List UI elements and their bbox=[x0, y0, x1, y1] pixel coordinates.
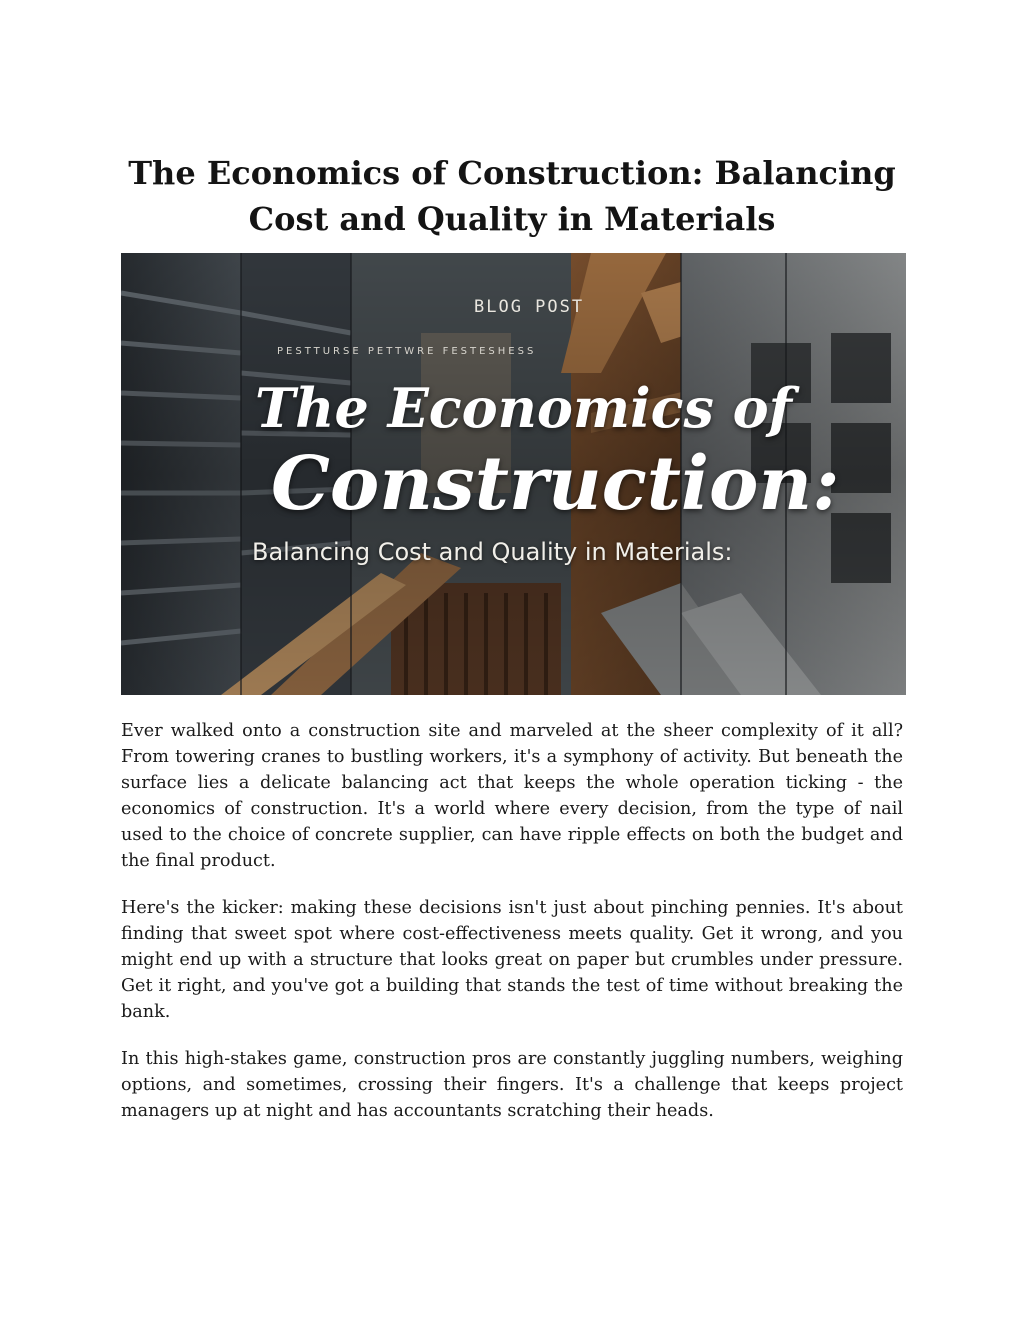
document-title: The Economics of Construction: Balancing Cost and Quality in Materials bbox=[128, 154, 896, 238]
hero-badge: BLOG POST bbox=[474, 297, 585, 317]
paragraph: Here's the kicker: making these decisions isn't just about pinching pennies. It's about finding that sweet spot where cost-effectiveness meets quality. Get it wrong, and you might end up with a structure that looks great on paper but crumbles under pressure. Get it right, and you've got a building that stands the test of time without breaking the bank. bbox=[121, 898, 903, 1022]
hero-image bbox=[121, 253, 906, 695]
paragraph: In this high-stakes game, construction pros are constantly juggling numbers, weighing options, and sometimes, crossing their fingers. It's a challenge that keeps project managers up at night and has accountants scratching their heads. bbox=[121, 1049, 903, 1121]
article-body bbox=[121, 718, 903, 1145]
paragraph: Ever walked onto a construction site and marveled at the sheer complexity of it all? From towering cranes to bustling workers, it's a symphony of activity. But beneath the surface lies a delicate balancing act that keeps the whole operation ticking - the economics of construction. It's a world where every decision, from the type of nail used to the choice of concrete supplier, can have ripple effects on both the budget and the final product. bbox=[121, 721, 903, 871]
hero-text-overlay bbox=[121, 253, 906, 695]
hero-kicker: PESTTURSE PETTWRE FESTESHESS bbox=[277, 346, 537, 357]
hero-title-line2: Construction: bbox=[271, 441, 840, 527]
hero-subtitle: Balancing Cost and Quality in Materials: bbox=[252, 538, 733, 566]
hero-title-line1: The Economics of bbox=[255, 376, 792, 440]
